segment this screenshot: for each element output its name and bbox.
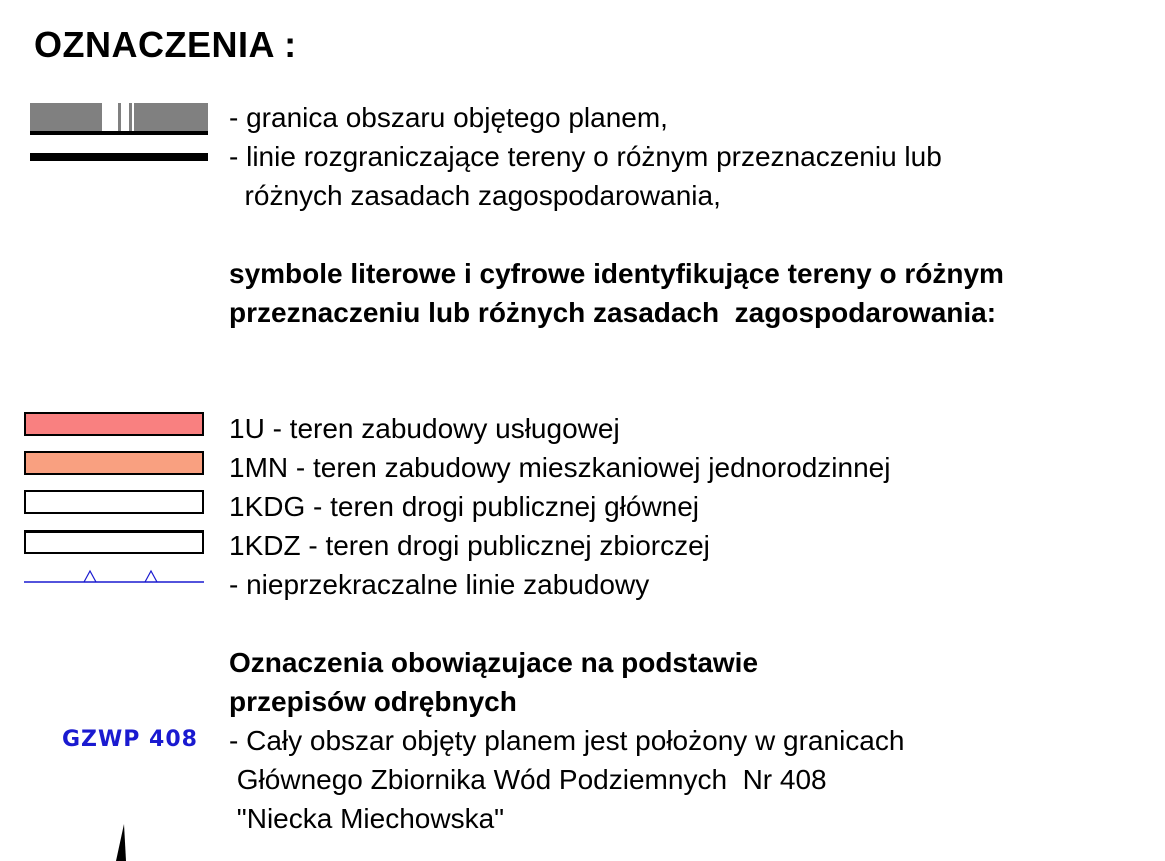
regulations-text-1: - Cały obszar objęty planem jest położony w granicach (229, 725, 905, 756)
boundary-text-1: - granica obszaru objętego planem, (229, 102, 668, 133)
legend-label-1u: 1U - teren zabudowy usługowej (229, 413, 620, 444)
boundary-text-3: różnych zasadach zagospodarowania, (229, 180, 721, 211)
gzwp-badge: GZWP 408 (62, 727, 198, 752)
legend-label-1mn: 1MN - teren zabudowy mieszkaniowej jednorodzinnej (229, 452, 891, 483)
legend-label-building-line: - nieprzekraczalne linie zabudowy (229, 569, 650, 600)
regulations-heading-2: przepisów odrębnych (229, 686, 517, 717)
symbols-heading-2: przeznaczeniu lub różnych zasadach zagospodarowania: (229, 297, 997, 328)
legend-swatch-1kdg (24, 490, 204, 514)
legend-swatch-1u (24, 412, 204, 436)
regulations-text-3: "Niecka Miechowska" (229, 803, 505, 834)
legend-swatch-1kdz (24, 530, 204, 554)
building-line-symbol (24, 566, 206, 586)
page-title: OZNACZENIA : (34, 24, 297, 65)
legend-label-1kdz: 1KDZ - teren drogi publicznej zbiorczej (229, 530, 710, 561)
boundary-text-2: - linie rozgraniczające tereny o różnym przeznaczeniu lub (229, 141, 942, 172)
symbols-heading-1: symbole literowe i cyfrowe identyfikujące tereny o różnym (229, 258, 1004, 289)
legend-label-1kdg: 1KDG - teren drogi publicznej głównej (229, 491, 700, 522)
north-arrow-icon (110, 824, 130, 861)
demarcation-line-symbol (30, 153, 208, 161)
regulations-heading-1: Oznaczenia obowiązujace na podstawie (229, 647, 759, 678)
regulations-text-2: Głównego Zbiornika Wód Podziemnych Nr 408 (229, 764, 827, 795)
legend-swatch-1mn (24, 451, 204, 475)
plan-boundary-symbol (30, 103, 208, 135)
